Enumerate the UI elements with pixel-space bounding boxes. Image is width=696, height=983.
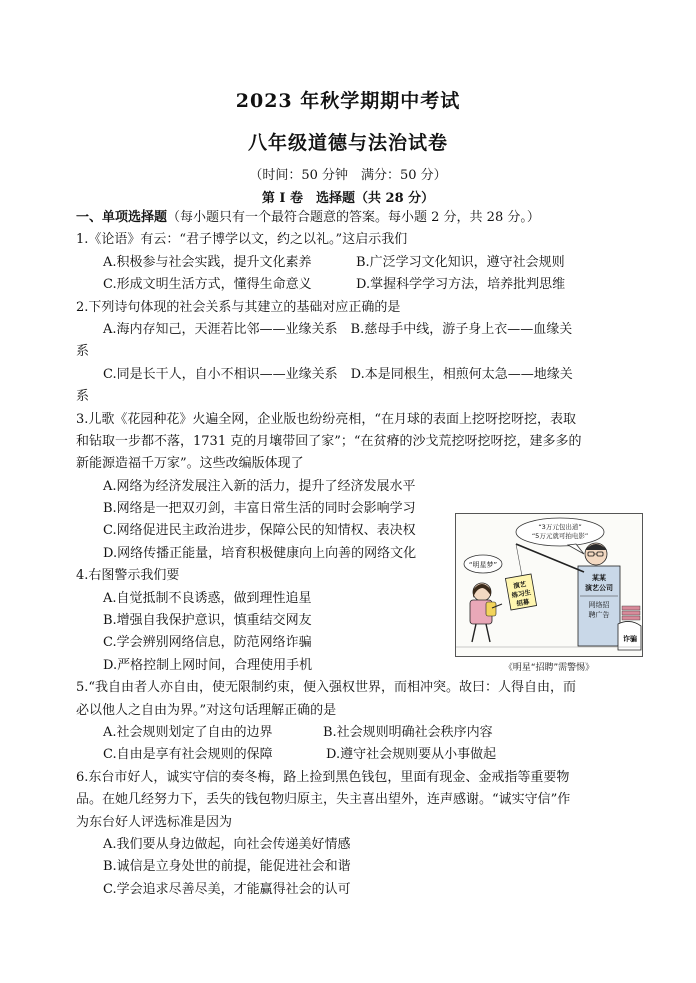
q3-option-b: B.网络是一把双刃剑，丰富日常生活的同时会影响学习	[103, 501, 416, 517]
q3-option-c: C.网络促进民主政治进步，保障公民的知情权、表决权	[103, 523, 416, 539]
exam-subtitle: 八年级道德与法治试卷	[247, 132, 448, 154]
q5-stem-line2: 必以他人之自由为界。”对这句话理解正确的是	[76, 702, 337, 718]
q5-option-b: B.社会规则明确社会秩序内容	[323, 724, 493, 740]
speech-line-1: “3万元包出道”	[538, 523, 582, 531]
cartoon-illustration	[455, 513, 643, 657]
exam-title: 2023 年秋学期期中考试	[235, 90, 461, 112]
q1-options-cd	[76, 274, 616, 296]
part-instruction: （每小题只有一个最符合题意的答案。每小题 2 分，共 28 分。）	[167, 210, 540, 225]
sign-line-2: 演艺公司	[585, 584, 613, 592]
q4-option-c: C.学会辨别网络信息，防范网络诈骗	[103, 635, 312, 651]
star-dream-text: “明星梦”	[468, 561, 498, 569]
sign-line-4: 聘广告	[588, 611, 610, 619]
scam-bag-text: 诈骗	[623, 635, 637, 643]
tag-line-1: 演艺	[512, 580, 527, 591]
q3-option-a: A.网络为经济发展注入新的活力，提升了经济发展水平	[103, 478, 416, 494]
part-label: 一、单项选择题	[76, 210, 168, 225]
q2-stem: 2.下列诗句体现的社会关系与其建立的基础对应正确的是	[76, 299, 401, 315]
q5-option-a: A.社会规则划定了自由的边界	[103, 724, 273, 740]
q6-option-c: C.学会追求尽善尽美，才能赢得社会的认可	[103, 881, 351, 897]
q4-option-b: B.增强自我保护意识，慎重结交网友	[103, 613, 312, 629]
q6-option-a: A.我们要从身边做起，向社会传递美好情感	[103, 836, 351, 852]
q3-stem-line2: 和钻取一步都不落，1731 克的月壤带回了家”；“在贫瘠的沙戈荒挖呀挖呀挖，建多多的	[76, 433, 582, 449]
cartoon-caption: 《明星“招聘”需警惕》	[503, 663, 595, 673]
q2-options-ab: A.海内存知己，天涯若比邻——业缘关系 B.慈母手中线，游子身上衣——血缘关	[103, 321, 573, 337]
q6-stem-line2: 品。在她几经努力下，丢失的钱包物归原主，失主喜出望外，连声感谢。“诚实守信”作	[76, 792, 571, 808]
q2-options-cd: C.同是长干人，自小不相识——业缘关系 D.本是同根生，相煎何太急——地缘关	[103, 366, 573, 382]
section-title: 第 I 卷 选择题（共 28 分）	[261, 191, 435, 206]
cartoon-svg	[456, 514, 642, 656]
q5-option-c: C.自由是享有社会规则的保障	[103, 747, 273, 763]
q6-stem-line3: 为东台好人评选标准是因为	[76, 814, 233, 830]
sign-line-1: 某某	[592, 574, 606, 582]
q4-stem: 4.右图警示我们要	[76, 568, 180, 584]
part-heading	[76, 207, 616, 229]
q1-options-ab	[76, 252, 616, 274]
q4-option-a: A.自觉抵制不良诱惑，做到理性追星	[103, 590, 312, 606]
q3-stem-line3: 新能源造福千万家”。这些改编版体现了	[76, 456, 304, 472]
q4-option-d: D.严格控制上网时间，合理使用手机	[103, 657, 313, 673]
time-info: （时间：50 分钟 满分：50 分）	[249, 168, 447, 183]
q1-option-d: D.掌握科学学习方法，培养批判思维	[356, 277, 566, 293]
q2-options-ab-wrap: 系	[76, 344, 90, 360]
tag-line-2: 练习生	[511, 588, 532, 600]
q1-option-c: C.形成文明生活方式，懂得生命意义	[103, 277, 312, 293]
q5-option-d: D.遵守社会规则要从小事做起	[326, 747, 497, 763]
q5-stem-line1: 5.“我自由者人亦自由，使无限制约束，便入强权世界，而相冲突。故曰：人得自由，而	[76, 680, 577, 696]
q1-option-b: B.广泛学习文化知识，遵守社会规则	[356, 254, 565, 270]
sign-line-3: 网络招	[588, 601, 610, 609]
speech-line-2: “5万元就可拍电影”	[531, 532, 589, 540]
q2-options-cd-wrap: 系	[76, 389, 90, 405]
q1-option-a: A.积极参与社会实践，提升文化素养	[103, 254, 312, 270]
q5-options-ab	[76, 722, 616, 744]
tag-line-3: 招募	[515, 597, 531, 608]
q5-options-cd	[76, 744, 616, 766]
q6-option-b: B.诚信是立身处世的前提，能促进社会和谐	[103, 859, 351, 875]
q6-stem-line1: 6.东台市好人，诚实守信的奏冬梅，路上捡到黑色钱包，里面有现金、金戒指等重要物	[76, 769, 570, 785]
q1-stem: 1.《论语》有云：“君子博学以文，约之以礼。”这启示我们	[76, 232, 408, 248]
q3-option-d: D.网络传播正能量，培育积极健康向上向善的网络文化	[103, 545, 417, 561]
q3-stem-line1: 3.儿歌《花园种花》火遍全网，企业版也纷纷亮相，“在月球的表面上挖呀挖呀挖，表取	[76, 411, 577, 427]
